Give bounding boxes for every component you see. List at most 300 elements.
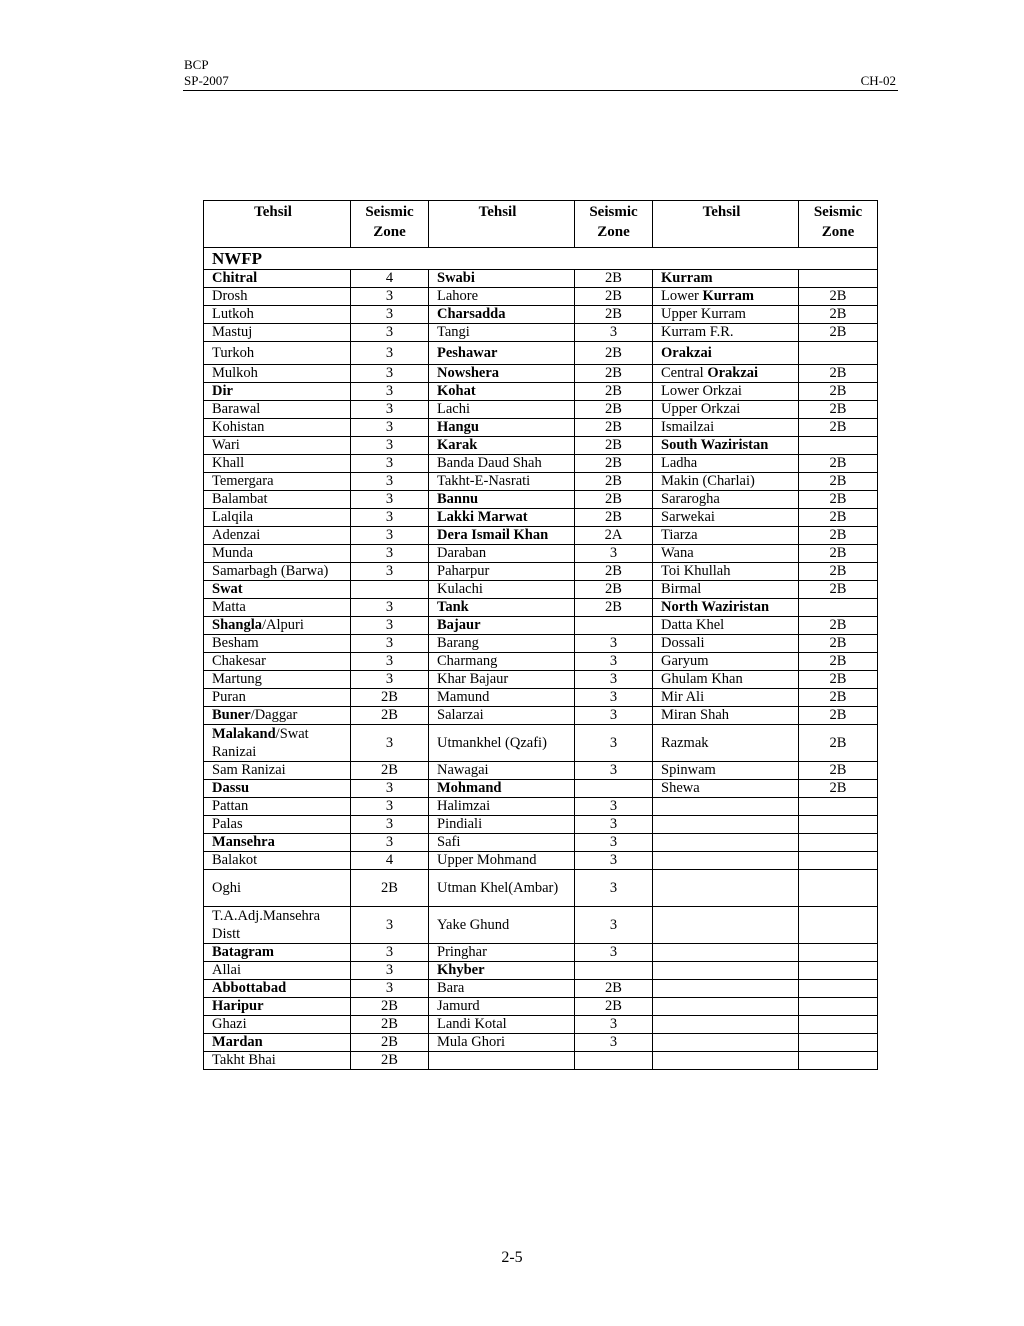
seismic-zone-cell: 3 <box>351 288 429 306</box>
seismic-zone-cell: 2B <box>351 1034 429 1052</box>
tehsil-cell <box>429 288 575 306</box>
seismic-zone-cell: 2B <box>575 401 653 419</box>
tehsil-cell <box>653 306 799 324</box>
tehsil-name: Lahore <box>437 288 479 304</box>
tehsil-cell <box>204 707 351 725</box>
tehsil-name: Tiarza <box>661 527 698 543</box>
tehsil-cell <box>204 581 351 599</box>
tehsil-name: Birmal <box>661 581 702 597</box>
tehsil-cell <box>429 762 575 780</box>
table-row <box>204 962 878 980</box>
tehsil-name: Nawagai <box>437 762 489 778</box>
tehsil-name: Garyum <box>661 653 709 669</box>
tehsil-name: Ismailzai <box>661 419 715 435</box>
tehsil-cell <box>204 419 351 437</box>
seismic-zone-cell: 2B <box>799 306 878 324</box>
tehsil-name: Toi Khullah <box>661 563 731 579</box>
seismic-zone-cell: 2B <box>575 563 653 581</box>
seismic-zone-cell: 3 <box>575 852 653 870</box>
tehsil-cell <box>204 509 351 527</box>
seismic-zone-cell <box>799 1052 878 1070</box>
tehsil-cell <box>653 324 799 342</box>
table-row <box>204 944 878 962</box>
tehsil-name: Datta Khel <box>661 617 725 633</box>
tehsil-name: Sararogha <box>661 491 720 507</box>
tehsil-name: Tangi <box>437 324 470 340</box>
tehsil-name: Lower <box>661 288 703 304</box>
seismic-zone-cell: 2B <box>799 383 878 401</box>
tehsil-cell <box>653 545 799 563</box>
seismic-zone-cell: 2B <box>799 401 878 419</box>
seismic-zone-cell: 4 <box>351 852 429 870</box>
tehsil-name: Adenzai <box>212 527 261 543</box>
tehsil-cell <box>429 907 575 944</box>
header-rule <box>183 90 898 91</box>
tehsil-cell <box>204 1016 351 1034</box>
tehsil-name: Orakzai <box>707 365 759 381</box>
tehsil-name: Dassu <box>212 780 250 796</box>
table-row <box>204 491 878 509</box>
tehsil-cell <box>653 689 799 707</box>
tehsil-name: Wana <box>661 545 694 561</box>
seismic-zone-cell: 3 <box>575 324 653 342</box>
tehsil-cell <box>429 581 575 599</box>
tehsil-name: Kulachi <box>437 581 483 597</box>
seismic-zone-cell <box>799 798 878 816</box>
tehsil-name: Upper Orkzai <box>661 401 741 417</box>
tehsil-name: Utman Khel(Ambar) <box>437 880 559 896</box>
tehsil-cell <box>429 599 575 617</box>
table-row <box>204 270 878 288</box>
tehsil-cell <box>429 998 575 1016</box>
seismic-zone-cell <box>799 834 878 852</box>
tehsil-cell <box>653 527 799 545</box>
seismic-zone-cell: 3 <box>575 870 653 907</box>
seismic-zone-cell: 2B <box>351 689 429 707</box>
tehsil-name: Makin (Charlai) <box>661 473 755 489</box>
seismic-zone-cell: 3 <box>351 725 429 762</box>
tehsil-name: Matta <box>212 599 246 615</box>
tehsil-cell <box>653 437 799 455</box>
tehsil-name: T.A.Adj.Mansehra Distt <box>212 908 321 942</box>
seismic-zone-cell: 2B <box>799 324 878 342</box>
tehsil-cell <box>204 365 351 383</box>
tehsil-cell <box>204 689 351 707</box>
tehsil-cell <box>204 816 351 834</box>
tehsil-cell <box>204 1052 351 1070</box>
seismic-zone-cell: 2B <box>575 383 653 401</box>
seismic-zone-cell: 2B <box>575 342 653 365</box>
tehsil-name: Karak <box>437 437 478 453</box>
seismic-zone-cell: 2B <box>575 599 653 617</box>
tehsil-cell <box>429 419 575 437</box>
seismic-zone-cell: 2B <box>575 306 653 324</box>
seismic-zone-cell: 2B <box>799 689 878 707</box>
tehsil-name: Oghi <box>212 880 241 896</box>
tehsil-cell <box>204 762 351 780</box>
table-row <box>204 563 878 581</box>
tehsil-cell <box>204 1034 351 1052</box>
tehsil-name: Safi <box>437 834 461 850</box>
seismic-zone-cell <box>799 270 878 288</box>
tehsil-cell <box>429 980 575 998</box>
column-header: Tehsil <box>429 201 575 248</box>
seismic-zone-cell: 3 <box>575 689 653 707</box>
tehsil-name: Khall <box>212 455 245 471</box>
seismic-zone-cell: 3 <box>351 635 429 653</box>
tehsil-cell <box>204 725 351 762</box>
tehsil-name: Dera Ismail Khan <box>437 527 549 543</box>
tehsil-cell <box>653 401 799 419</box>
seismic-zone-cell: 2B <box>575 980 653 998</box>
seismic-zone-cell: 2B <box>799 762 878 780</box>
tehsil-cell <box>429 798 575 816</box>
tehsil-name: Batagram <box>212 944 275 960</box>
tehsil-cell <box>653 599 799 617</box>
seismic-zone-cell <box>799 962 878 980</box>
tehsil-name: Takht Bhai <box>212 1052 276 1068</box>
tehsil-cell <box>653 563 799 581</box>
tehsil-name: Tank <box>437 599 469 615</box>
seismic-zone-cell: 3 <box>351 509 429 527</box>
seismic-zone-cell <box>799 599 878 617</box>
tehsil-cell <box>429 563 575 581</box>
tehsil-name: Pattan <box>212 798 249 814</box>
table-row <box>204 509 878 527</box>
tehsil-name: Lower Orkzai <box>661 383 742 399</box>
seismic-zone-cell <box>575 1052 653 1070</box>
chapter-label: CH-02 <box>860 73 896 88</box>
seismic-zone-cell: 3 <box>575 798 653 816</box>
document-edition: SP-2007 <box>184 73 229 88</box>
tehsil-cell <box>204 798 351 816</box>
table-row <box>204 707 878 725</box>
seismic-zone-cell <box>799 1016 878 1034</box>
seismic-zone-cell: 3 <box>351 401 429 419</box>
table-row <box>204 980 878 998</box>
tehsil-name: Kohistan <box>212 419 265 435</box>
tehsil-cell <box>653 1052 799 1070</box>
tehsil-name: Khyber <box>437 962 485 978</box>
tehsil-cell <box>653 725 799 762</box>
tehsil-name: Bara <box>437 980 465 996</box>
seismic-zone-cell: 2B <box>575 473 653 491</box>
tehsil-name: Mir Ali <box>661 689 705 705</box>
tehsil-cell <box>653 270 799 288</box>
column-header: Seismic Zone <box>351 201 429 248</box>
tehsil-name: Munda <box>212 545 254 561</box>
section-row <box>204 248 878 270</box>
tehsil-cell <box>653 907 799 944</box>
tehsil-cell <box>429 671 575 689</box>
seismic-zone-cell <box>575 962 653 980</box>
tehsil-name: Takht-E-Nasrati <box>437 473 531 489</box>
seismic-zone-cell: 3 <box>575 725 653 762</box>
tehsil-cell <box>204 324 351 342</box>
tehsil-cell <box>204 944 351 962</box>
seismic-zone-cell: 3 <box>351 780 429 798</box>
tehsil-cell <box>429 962 575 980</box>
tehsil-cell <box>204 907 351 944</box>
seismic-zone-cell: 3 <box>575 653 653 671</box>
tehsil-cell <box>429 944 575 962</box>
tehsil-cell <box>653 816 799 834</box>
tehsil-name: Wari <box>212 437 240 453</box>
tehsil-name: Bannu <box>437 491 479 507</box>
document-code: BCP <box>184 57 209 72</box>
tehsil-name: Peshawar <box>437 344 498 361</box>
seismic-zone-cell: 2B <box>799 635 878 653</box>
table-row <box>204 635 878 653</box>
table-row <box>204 816 878 834</box>
table-header-row <box>204 201 878 248</box>
seismic-zone-cell: 3 <box>351 834 429 852</box>
tehsil-name: Kurram <box>661 270 713 286</box>
seismic-zone-cell: 3 <box>351 617 429 635</box>
tehsil-cell <box>429 689 575 707</box>
tehsil-cell <box>653 473 799 491</box>
tehsil-cell <box>429 617 575 635</box>
tehsil-name: Bajaur <box>437 617 481 633</box>
seismic-zone-cell: 4 <box>351 270 429 288</box>
tehsil-cell <box>204 288 351 306</box>
table-row <box>204 998 878 1016</box>
table-row <box>204 599 878 617</box>
seismic-zone-cell: 2B <box>799 617 878 635</box>
tehsil-cell <box>429 1052 575 1070</box>
tehsil-cell <box>653 962 799 980</box>
tehsil-name: Shangla <box>212 617 262 633</box>
seismic-zone-cell: 2B <box>799 581 878 599</box>
tehsil-name: /Daggar <box>250 707 298 723</box>
tehsil-cell <box>429 870 575 907</box>
tehsil-cell <box>204 306 351 324</box>
tehsil-cell <box>653 383 799 401</box>
tehsil-cell <box>429 834 575 852</box>
seismic-zone-cell: 3 <box>351 473 429 491</box>
tehsil-name: Lakki Marwat <box>437 509 528 525</box>
tehsil-cell <box>429 401 575 419</box>
seismic-zone-cell: 3 <box>575 707 653 725</box>
tehsil-cell <box>653 509 799 527</box>
tehsil-name: Shewa <box>661 780 700 796</box>
table-row <box>204 1034 878 1052</box>
tehsil-cell <box>429 545 575 563</box>
tehsil-name: Hangu <box>437 419 479 435</box>
seismic-zone-cell: 3 <box>351 527 429 545</box>
tehsil-name: Balakot <box>212 852 258 868</box>
tehsil-cell <box>653 342 799 365</box>
table-row <box>204 324 878 342</box>
table-row <box>204 455 878 473</box>
column-header: Seismic Zone <box>799 201 878 248</box>
seismic-zone-cell: 3 <box>351 365 429 383</box>
seismic-zone-cell: 3 <box>351 816 429 834</box>
tehsil-name: Halimzai <box>437 798 491 814</box>
tehsil-name: Chitral <box>212 270 258 286</box>
table-row <box>204 527 878 545</box>
tehsil-name: Mohmand <box>437 780 502 796</box>
tehsil-cell <box>653 870 799 907</box>
tehsil-name: Samarbagh (Barwa) <box>212 563 329 579</box>
table-row <box>204 653 878 671</box>
tehsil-name: Charmang <box>437 653 498 669</box>
seismic-zone-cell: 3 <box>575 944 653 962</box>
table-row <box>204 907 878 944</box>
seismic-zone-cell: 2B <box>799 473 878 491</box>
tehsil-name: Lutkoh <box>212 306 254 322</box>
seismic-zone-cell: 2B <box>799 780 878 798</box>
seismic-zone-cell: 2B <box>575 998 653 1016</box>
page-number: 2-5 <box>501 1249 523 1266</box>
tehsil-cell <box>429 365 575 383</box>
tehsil-name: Malakand <box>212 726 276 742</box>
tehsil-cell <box>653 852 799 870</box>
tehsil-name: Utmankhel (Qzafi) <box>437 735 547 751</box>
tehsil-cell <box>204 401 351 419</box>
table-row <box>204 306 878 324</box>
tehsil-cell <box>204 545 351 563</box>
seismic-zone-cell: 3 <box>351 907 429 944</box>
seismic-zone-cell: 3 <box>351 944 429 962</box>
seismic-zone-cell: 2B <box>575 491 653 509</box>
seismic-zone-cell: 2B <box>351 707 429 725</box>
seismic-zone-cell: 2B <box>351 1016 429 1034</box>
tehsil-name: Martung <box>212 671 262 687</box>
tehsil-name: Sarwekai <box>661 509 715 525</box>
seismic-zone-cell: 3 <box>575 762 653 780</box>
seismic-zone-cell <box>351 581 429 599</box>
tehsil-cell <box>204 635 351 653</box>
tehsil-name: Swat <box>212 581 243 597</box>
table-row <box>204 545 878 563</box>
table-row <box>204 689 878 707</box>
tehsil-name: Temergara <box>212 473 274 489</box>
tehsil-name: Landi Kotal <box>437 1016 507 1032</box>
tehsil-name: Mastuj <box>212 324 253 340</box>
tehsil-cell <box>204 980 351 998</box>
tehsil-cell <box>653 762 799 780</box>
tehsil-cell <box>204 527 351 545</box>
seismic-zone-cell: 3 <box>351 324 429 342</box>
tehsil-name: Jamurd <box>437 998 480 1014</box>
seismic-zone-cell: 2B <box>799 545 878 563</box>
table-row <box>204 581 878 599</box>
tehsil-cell <box>204 491 351 509</box>
tehsil-cell <box>204 437 351 455</box>
tehsil-cell <box>653 798 799 816</box>
tehsil-name: Dossali <box>661 635 705 651</box>
tehsil-name: Khar Bajaur <box>437 671 509 687</box>
tehsil-cell <box>204 599 351 617</box>
column-header: Tehsil <box>204 201 351 248</box>
seismic-zone-cell: 3 <box>575 1034 653 1052</box>
tehsil-cell <box>429 635 575 653</box>
table-row <box>204 419 878 437</box>
seismic-zone-cell: 2B <box>575 455 653 473</box>
tehsil-cell <box>653 365 799 383</box>
seismic-zone-cell: 3 <box>575 545 653 563</box>
tehsil-cell <box>653 671 799 689</box>
seismic-zone-cell: 2B <box>799 563 878 581</box>
tehsil-cell <box>204 342 351 365</box>
tehsil-name: /Alpuri <box>261 617 304 633</box>
tehsil-name: Besham <box>212 635 259 651</box>
tehsil-cell <box>204 962 351 980</box>
tehsil-cell <box>429 1034 575 1052</box>
tehsil-name: Mula Ghori <box>437 1034 506 1050</box>
tehsil-name: Mulkoh <box>212 365 258 381</box>
tehsil-cell <box>429 491 575 509</box>
tehsil-name: Pindiali <box>437 816 483 832</box>
seismic-zone-cell: 3 <box>575 671 653 689</box>
seismic-zone-cell: 2B <box>799 653 878 671</box>
seismic-zone-cell: 3 <box>351 671 429 689</box>
column-header: Tehsil <box>653 201 799 248</box>
tehsil-name: Yake Ghund <box>437 917 510 933</box>
seismic-zone-cell: 2B <box>351 870 429 907</box>
tehsil-cell <box>653 491 799 509</box>
seismic-zone-cell: 2B <box>799 527 878 545</box>
tehsil-name: Dir <box>212 383 233 399</box>
seismic-zone-table <box>203 200 878 1070</box>
seismic-zone-cell <box>799 816 878 834</box>
seismic-zone-cell <box>799 437 878 455</box>
tehsil-cell <box>204 870 351 907</box>
tehsil-name: Daraban <box>437 545 487 561</box>
tehsil-cell <box>653 288 799 306</box>
tehsil-cell <box>429 816 575 834</box>
tehsil-name: North Waziristan <box>661 599 770 615</box>
seismic-zone-cell: 3 <box>351 653 429 671</box>
tehsil-name: Barang <box>437 635 479 651</box>
table-row <box>204 365 878 383</box>
seismic-zone-cell <box>799 944 878 962</box>
tehsil-cell <box>429 1016 575 1034</box>
seismic-zone-cell: 2B <box>799 455 878 473</box>
table-row <box>204 852 878 870</box>
tehsil-cell <box>653 419 799 437</box>
seismic-zone-cell: 3 <box>351 306 429 324</box>
tehsil-name: Pringhar <box>437 944 487 960</box>
tehsil-name: Swabi <box>437 270 475 286</box>
tehsil-cell <box>653 635 799 653</box>
table-row <box>204 780 878 798</box>
table-row <box>204 1052 878 1070</box>
tehsil-cell <box>653 834 799 852</box>
tehsil-cell <box>204 473 351 491</box>
tehsil-cell <box>653 780 799 798</box>
table-row <box>204 762 878 780</box>
tehsil-name: Balambat <box>212 491 268 507</box>
tehsil-cell <box>204 383 351 401</box>
seismic-zone-cell: 2B <box>799 725 878 762</box>
tehsil-cell <box>429 306 575 324</box>
seismic-zone-cell: 3 <box>351 563 429 581</box>
tehsil-name: /Swat Ranizai <box>212 726 309 760</box>
tehsil-name: Upper Mohmand <box>437 852 537 868</box>
table-row <box>204 617 878 635</box>
seismic-zone-cell: 2B <box>575 509 653 527</box>
tehsil-name: Nowshera <box>437 365 500 381</box>
seismic-zone-cell <box>575 617 653 635</box>
seismic-zone-cell <box>799 852 878 870</box>
tehsil-cell <box>204 998 351 1016</box>
tehsil-name: Charsadda <box>437 306 506 322</box>
tehsil-name: Kohat <box>437 383 476 399</box>
tehsil-cell <box>653 653 799 671</box>
seismic-zone-cell: 3 <box>351 980 429 998</box>
